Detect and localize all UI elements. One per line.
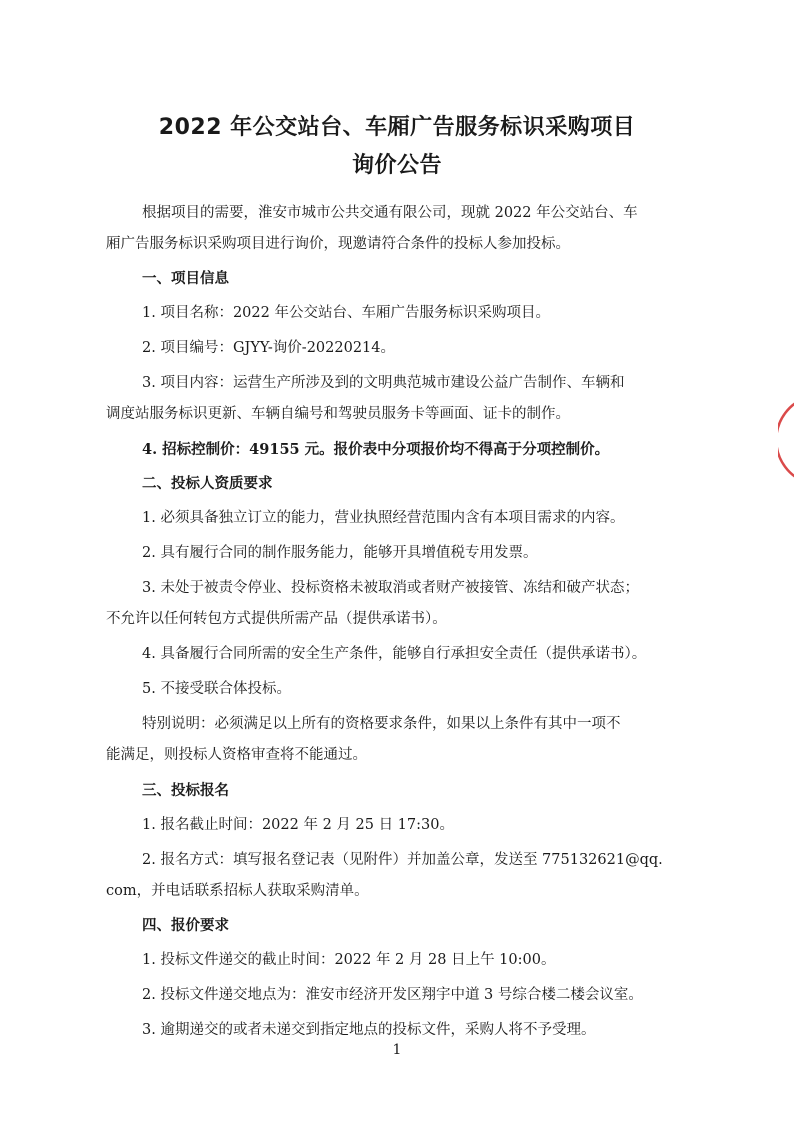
qualification-item-4: 4. 具备履行合同所需的安全生产条件，能够自行承担安全责任（提供承诺书）。 bbox=[142, 646, 647, 662]
qualification-item-1: 1. 必须具备独立订立的能力，营业执照经营范围内含有本项目需求的内容。 bbox=[142, 510, 625, 526]
qualification-item-2: 2. 具有履行合同的制作服务能力，能够开具增值税专用发票。 bbox=[142, 545, 538, 561]
qualification-item-3-line-1: 3. 未处于被责令停业、投标资格未被取消或者财产被接管、冻结和破产状态； bbox=[142, 580, 639, 596]
project-name: 1. 项目名称：2022 年公交站台、车厢广告服务标识采购项目。 bbox=[142, 305, 550, 321]
registration-method-line-1: 2. 报名方式：填写报名登记表（见附件）并加盖公章，发送至 775132621@qq. bbox=[142, 852, 663, 868]
quotation-item-1: 1. 投标文件递交的截止时间：2022 年 2 月 28 日上午 10:00。 bbox=[142, 952, 556, 968]
project-content-line-1: 3. 项目内容：运营生产所涉及到的文明典范城市建设公益广告制作、车辆和 bbox=[142, 375, 625, 391]
registration-method-line-2: com，并电话联系招标人获取采购清单。 bbox=[106, 883, 369, 899]
section-heading-quotation: 四、报价要求 bbox=[142, 917, 229, 934]
document-subtitle: 询价公告 bbox=[351, 153, 442, 178]
quotation-item-3: 3. 逾期递交的或者未递交到指定地点的投标文件，采购人将不予受理。 bbox=[142, 1022, 596, 1038]
section-heading-project-info: 一、项目信息 bbox=[142, 270, 229, 287]
project-content-line-2: 调度站服务标识更新、车辆自编号和驾驶员服务卡等画面、证卡的制作。 bbox=[106, 406, 570, 422]
registration-deadline: 1. 报名截止时间：2022 年 2 月 25 日 17:30。 bbox=[142, 817, 454, 833]
page-number: 1 bbox=[392, 1042, 402, 1058]
seal-stamp-icon bbox=[778, 395, 794, 485]
section-heading-registration: 三、投标报名 bbox=[142, 782, 229, 799]
intro-line-1: 根据项目的需要，淮安市城市公共交通有限公司，现就 2022 年公交站台、车 bbox=[142, 205, 638, 221]
quotation-item-2: 2. 投标文件递交地点为：淮安市经济开发区翔宇中道 3 号综合楼二楼会议室。 bbox=[142, 987, 643, 1003]
control-price: 4. 招标控制价：49155 元。报价表中分项报价均不得高于分项控制价。 bbox=[142, 441, 610, 458]
section-heading-qualification: 二、投标人资质要求 bbox=[142, 475, 273, 492]
document-title: 2022 年公交站台、车厢广告服务标识采购项目 bbox=[158, 115, 636, 140]
intro-line-2: 厢广告服务标识采购项目进行询价，现邀请符合条件的投标人参加投标。 bbox=[106, 236, 570, 252]
qualification-item-3-line-2: 不允许以任何转包方式提供所需产品（提供承诺书）。 bbox=[106, 611, 447, 627]
special-note-line-1: 特别说明：必须满足以上所有的资格要求条件，如果以上条件有其中一项不 bbox=[142, 716, 621, 732]
project-number: 2. 项目编号：GJYY-询价-20220214。 bbox=[142, 340, 395, 356]
qualification-item-5: 5. 不接受联合体投标。 bbox=[142, 681, 291, 697]
special-note-line-2: 能满足，则投标人资格审查将不能通过。 bbox=[106, 747, 367, 763]
